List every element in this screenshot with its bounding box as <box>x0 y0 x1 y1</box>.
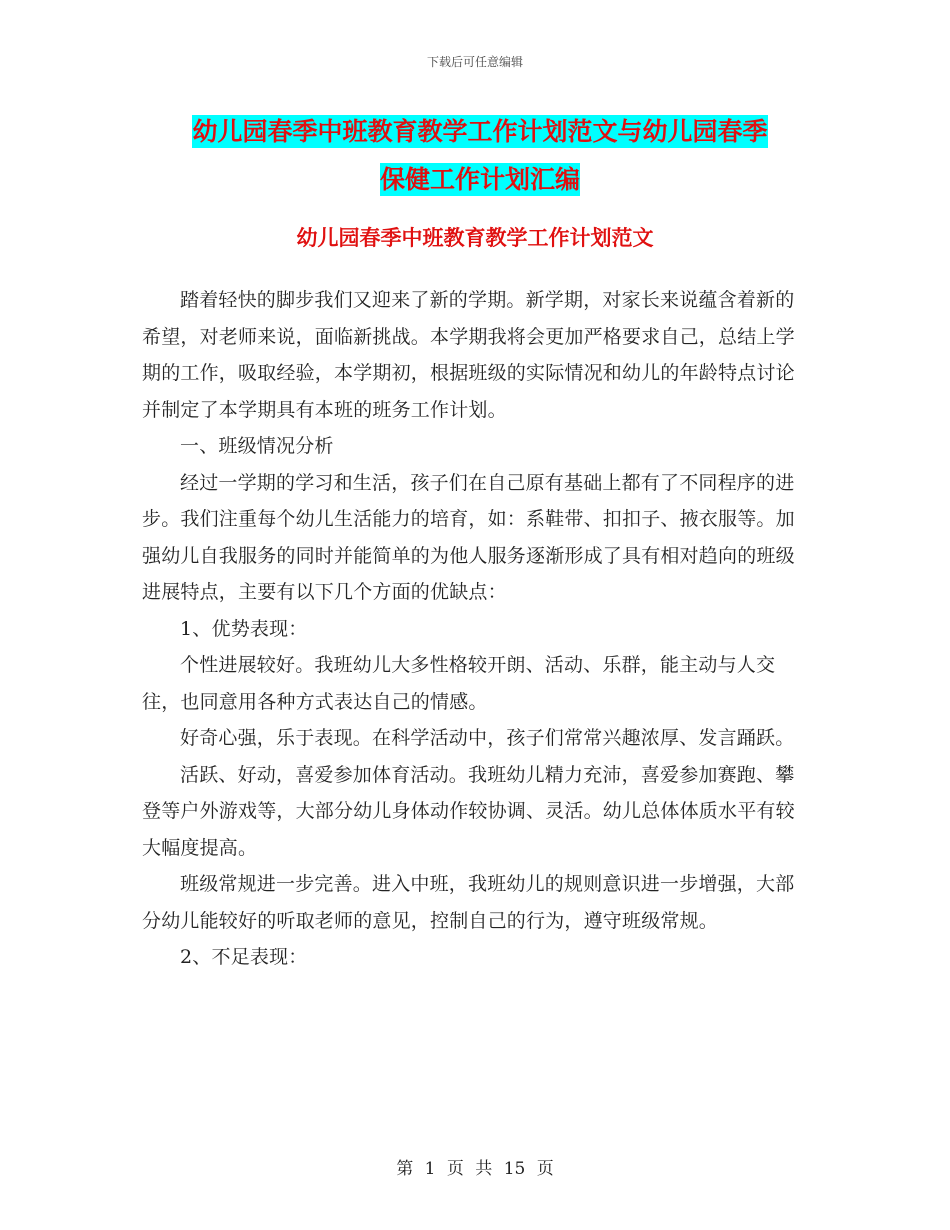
paragraph-curiosity: 好奇心强，乐于表现。在科学活动中，孩子们常常兴趣浓厚、发言踊跃。 <box>180 727 795 749</box>
heading-strengths: 1、优势表现： <box>180 617 308 640</box>
paragraph-routine: 班级常规进一步完善。进入中班，我班幼儿的规则意识进一步增强，大部分幼儿能较好的听取老师的意见，控制自己的行为，遵守班级常规。 <box>142 873 795 932</box>
heading-class-analysis: 一、班级情况分析 <box>180 435 334 457</box>
header-note: 下载后可任意编辑 <box>426 55 523 69</box>
heading-weaknesses: 2、不足表现： <box>180 946 308 968</box>
paragraph-activity: 活跃、好动，喜爱参加体育活动。我班幼儿精力充沛，喜爱参加赛跑、攀登等户外游戏等，大部分幼儿身体动作较协调、灵活。幼儿总体体质水平有较大幅度提高。 <box>142 763 795 859</box>
page-number: 第 1 页 共 15 页 <box>396 1159 554 1179</box>
document-body <box>142 282 810 976</box>
paragraph-intro: 踏着轻快的脚步我们又迎来了新的学期。新学期，对家长来说蕴含着新的希望，对老师来说，面临新挑战。本学期我将会更加严格要求自己，总结上学期的工作，吸取经验，本学期初，根据班级的实际情况和幼儿的年龄特点讨论并制定了本学期具有本班的班务工作计划。 <box>142 289 795 421</box>
document-title-line-1: 幼儿园春季中班教育教学工作计划范文与幼儿园春季 <box>192 117 768 146</box>
paragraph-progress: 经过一学期的学习和生活，孩子们在自己原有基础上都有了不同程序的进步。我们注重每个幼儿生活能力的培育，如：系鞋带、扣扣子、掖衣服等。加强幼儿自我服务的同时并能简单的为他人服务逐渐形成了具有相对趋向的班级进展特点，主要有以下几个方面的优缺点： <box>142 471 795 603</box>
document-title <box>140 108 820 204</box>
document-title-line-2: 保健工作计划汇编 <box>379 165 580 194</box>
paragraph-personality: 个性进展较好。我班幼儿大多性格较开朗、活动、乐群，能主动与人交往，也同意用各种方式表达自己的情感。 <box>142 654 776 713</box>
section-title: 幼儿园春季中班教育教学工作计划范文 <box>296 226 654 250</box>
